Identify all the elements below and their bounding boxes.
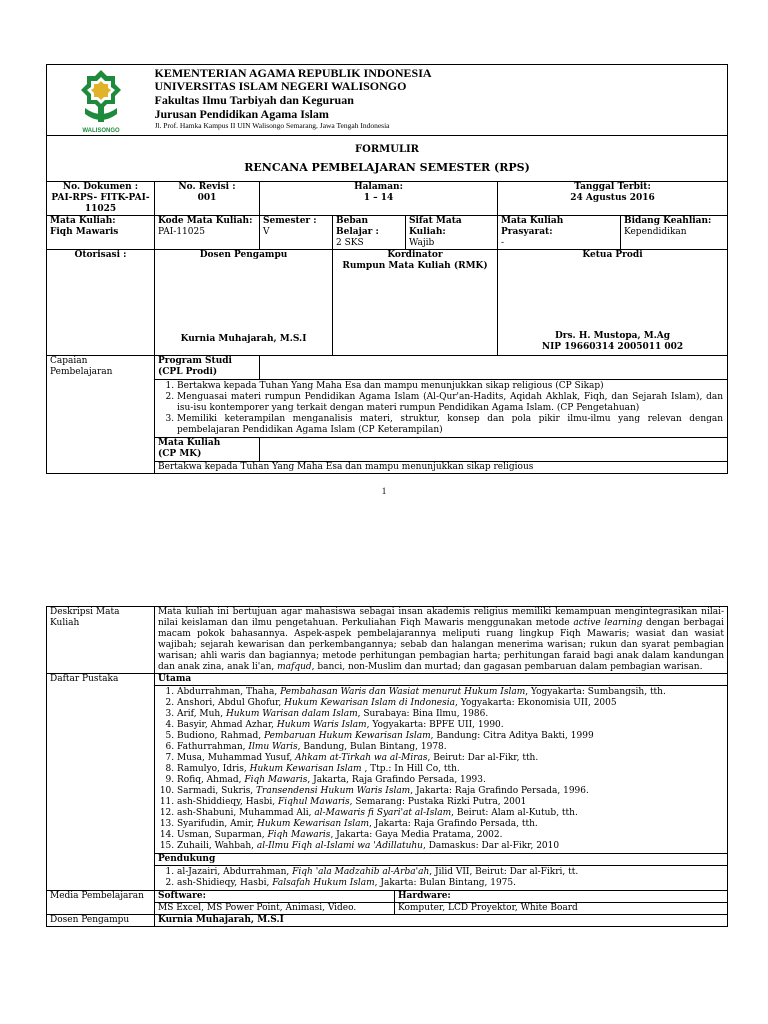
- reference-title: Hukum Kewarisan Islam: [249, 764, 362, 774]
- reference-item: [177, 731, 723, 742]
- reference-text: Syarifudin, Amir,: [177, 819, 258, 829]
- rps-page-1-table: [46, 64, 728, 474]
- reference-text: , Yogyakarta: BPFE UII, 1990.: [366, 720, 504, 730]
- expertise-field-label: Bidang Keahlian:: [624, 216, 712, 226]
- reference-text: , Damaskus: Dar al-Fikr, 2010: [422, 841, 560, 851]
- course-code-value: PAI-11025: [158, 227, 205, 237]
- reference-title: Fiqh 'ala Madzahib al-Arba'ah: [292, 867, 430, 877]
- revision-cell: [155, 182, 260, 216]
- head-nip: NIP 19660314 2005011 002: [541, 342, 684, 352]
- reference-text: Zuhaili, Wahbah,: [177, 841, 257, 851]
- program-outcomes-label-line1: Program Studi: [158, 356, 232, 366]
- department-name: Jurusan Pendidikan Agama Islam: [154, 107, 329, 121]
- reference-item: [177, 775, 723, 786]
- lecturer-row-label: Dosen Pengampu: [47, 915, 155, 927]
- lecturer-signature-name: Kurnia Muhajarah, M.S.I: [180, 334, 307, 344]
- reference-text: , Semarang: Pustaka Rizki Putra, 2001: [349, 797, 527, 807]
- address: Jl. Prof. Hamka Kampus II UIN Walisongo Semarang, Jawa Tengah Indonesia: [154, 121, 390, 130]
- list-item: 2. Menguasai materi rumpun Pendidikan Agama Islam (Al-Qur'an-Hadits, Aqidah Akhlak, Fiqh, dan Sejarah Islam), dan isu-isu kontemporer yang terkait dengan materi rumpun Pendidikan Agama Islam. (CP Pengetahuan): [177, 392, 723, 414]
- program-outcomes-label-line2: (CPL Prodi): [158, 367, 218, 377]
- reference-text: , Jilid VII, Beirut: Dar al-Fikri, tt.: [429, 867, 579, 877]
- form-title: RENCANA PEMBELAJARAN SEMESTER (RPS): [244, 160, 530, 174]
- course-nature-cell: [406, 216, 498, 250]
- references-support-label: Pendukung: [155, 854, 728, 866]
- software-value: MS Excel, MS Power Point, Animasi, Video.: [155, 903, 395, 915]
- course-nature-label: Sifat Mata Kuliah:: [409, 216, 462, 237]
- reference-text: , Beirut: Dar al-Fikr, tth.: [427, 753, 539, 763]
- reference-item: [177, 819, 723, 830]
- reference-title: Fiqh Mawaris: [244, 775, 308, 785]
- reference-text: Fathurrahman,: [177, 742, 249, 752]
- header-text-cell: [155, 65, 728, 136]
- program-outcomes-blank: [260, 356, 728, 380]
- study-load-cell: [333, 216, 406, 250]
- svg-text:WALISONGO: WALISONGO: [82, 128, 120, 134]
- reference-item: [177, 830, 723, 841]
- reference-item: [177, 720, 723, 731]
- media-label: Media Pembelajaran: [47, 891, 155, 915]
- reference-text: ash-Shidieqy, Hasbi,: [177, 878, 273, 888]
- faculty-name: Fakultas Ilmu Tarbiyah dan Keguruan: [154, 93, 354, 107]
- program-outcomes-label: [155, 356, 260, 380]
- course-outcomes-label: [155, 438, 260, 462]
- course-name-label: Mata Kuliah:: [50, 216, 116, 226]
- reference-item: [177, 764, 723, 775]
- authorization-label: Otorisasi :: [47, 250, 155, 356]
- head-name: Drs. H. Mustopa, M.Ag: [554, 331, 671, 341]
- prerequisite-label: Mata Kuliah Prasyarat:: [501, 216, 564, 237]
- prerequisite-cell: [498, 216, 621, 250]
- reference-item: [177, 878, 723, 889]
- reference-text: Anshori, Abdul Ghofur,: [177, 698, 285, 708]
- reference-text: , Bandung: Citra Aditya Bakti, 1999: [430, 731, 594, 741]
- coordinator-sublabel: Rumpun Mata Kuliah (RMK): [342, 261, 488, 271]
- references-main-list: [155, 686, 728, 854]
- reference-title: Hukum Warisan dalam Islam: [225, 709, 358, 719]
- prerequisite-value: -: [501, 238, 505, 248]
- expertise-field-cell: [621, 216, 728, 250]
- course-outcomes-label-line1: Mata Kuliah: [158, 438, 221, 448]
- reference-text: , Yogyakarta: Ekonomisia UII, 2005: [454, 698, 617, 708]
- outcomes-label: Capaian Pembelajaran: [47, 356, 155, 474]
- reference-title: Hukum Kewarisan Islam di Indonesia: [284, 698, 455, 708]
- reference-item: [177, 867, 723, 878]
- reference-item: [177, 797, 723, 808]
- reference-title: Ilmu Waris: [248, 742, 298, 752]
- lecturer-signature-label: Dosen Pengampu: [199, 250, 288, 260]
- reference-text: , Yogyakarta: Sumbangsih, tth.: [525, 687, 666, 697]
- reference-title: Hukum Waris Islam: [276, 720, 367, 730]
- reference-text: , Jakarta, Raja Grafindo Persada, 1993.: [307, 775, 486, 785]
- issue-date-cell: [498, 182, 728, 216]
- page-range-value: 1 – 14: [363, 193, 394, 203]
- head-signature-cell: [498, 250, 728, 356]
- lecturer-signature-cell: [155, 250, 333, 356]
- references-label: Daftar Pustaka: [47, 674, 155, 891]
- issue-date-label: Tanggal Terbit:: [574, 182, 651, 192]
- reference-title: Falsafah Hukum Islam: [272, 878, 375, 888]
- page-range-label: Halaman:: [354, 182, 403, 192]
- reference-text: , Bandung, Bulan Bintang, 1978.: [297, 742, 447, 752]
- rps-page-2-table: [46, 606, 728, 927]
- reference-text: Basyir, Ahmad Azhar,: [177, 720, 277, 730]
- reference-text: Musa, Muhammad Yusuf,: [177, 753, 296, 763]
- head-signature-block: [498, 331, 727, 353]
- semester-cell: [260, 216, 333, 250]
- course-nature-value: Wajib: [409, 238, 435, 248]
- description-text: [155, 607, 728, 674]
- logo-cell: [47, 65, 155, 136]
- page-number: 1: [381, 486, 387, 496]
- reference-text: Rofiq, Ahmad,: [177, 775, 245, 785]
- reference-title: Fiqhul Mawaris: [277, 797, 350, 807]
- coordinator-signature-cell: [333, 250, 498, 356]
- reference-text: , Surabaya: Bina Ilmu, 1986.: [357, 709, 489, 719]
- reference-item: [177, 698, 723, 709]
- reference-text: Abdurrahman, Thaha,: [177, 687, 281, 697]
- description-label: Deskripsi Mata Kuliah: [47, 607, 155, 674]
- hardware-label: Hardware:: [395, 891, 728, 903]
- ministry-name: KEMENTERIAN AGAMA REPUBLIK INDONESIA: [154, 66, 432, 80]
- issue-date-value: 24 Agustus 2016: [570, 193, 655, 203]
- list-item: 3. Memiliki keterampilan menganalisis materi, struktur, konsep dan pola pikir ilmu-ilmu yang relevan dengan pembelajaran Pendidikan Agama Islam (CP Keterampilan): [177, 414, 723, 436]
- course-name-cell: [47, 216, 155, 250]
- reference-title: Transendensi Hukum Waris Islam: [256, 786, 411, 796]
- hardware-value: Komputer, LCD Proyektor, White Board: [395, 903, 728, 915]
- semester-value: V: [263, 227, 270, 237]
- description-text-part: dengan berbagai macam pokok bahasannya. Aspek-aspek pembelajarannya meliputi ruang lingkup Fiqh Mawaris; wasiat dan wasiat wajibah; sejarah kewarisan dan perkembangannya; sebab dan halangan menerima warisan; rukun dan syarat pembagian warisan; ahli waris dan bagiannya; metode perhitungan pembagian harta; perhitungan faraid bagi anak dalam kandungan dan anak zina, anak li'an,: [158, 618, 724, 672]
- study-load-value: 2 SKS: [336, 238, 364, 248]
- reference-text: al-Jazairi, Abdurrahman,: [177, 867, 293, 877]
- revision-label: No. Revisi :: [178, 182, 236, 192]
- reference-title: al-Ilmu Fiqh al-Islami wa 'Adillatuhu: [256, 841, 423, 851]
- doc-number-label: No. Dokumen :: [62, 182, 139, 192]
- reference-item: [177, 786, 723, 797]
- course-code-cell: [155, 216, 260, 250]
- reference-item: [177, 687, 723, 698]
- reference-text: Usman, Suparman,: [177, 830, 268, 840]
- reference-item: [177, 742, 723, 753]
- reference-text: , Jakarta: Gaya Media Pratama, 2002.: [330, 830, 503, 840]
- course-name-value: Fiqh Mawaris: [50, 227, 119, 237]
- walisongo-logo-icon: [71, 68, 131, 134]
- course-outcome-text: Bertakwa kepada Tuhan Yang Maha Esa dan mampu menunjukkan sikap religious: [155, 462, 728, 474]
- form-label: FORMULIR: [355, 143, 419, 155]
- reference-title: Fiqh Mawaris: [267, 830, 331, 840]
- reference-title: Ahkam at-Tirkah wa al-Miras: [295, 753, 428, 763]
- course-outcomes-blank: [260, 438, 728, 462]
- reference-text: , Jakarta: Raja Grafindo Persada, 1996.: [410, 786, 589, 796]
- reference-item: [177, 709, 723, 720]
- description-text-part: , banci, non-Muslim dan murtad; dan gagasan pembaruan dalam pembagian warisan.: [311, 662, 703, 672]
- list-item: 1. Bertakwa kepada Tuhan Yang Maha Esa dan mampu menunjukkan sikap religious (CP Sikap): [177, 381, 723, 392]
- references-main-label: Utama: [155, 674, 728, 686]
- reference-text: Sarmadi, Sukris,: [177, 786, 257, 796]
- references-support-list: [155, 866, 728, 891]
- reference-text: Budiono, Rahmad,: [177, 731, 264, 741]
- reference-text: ash-Shabuni, Muhammad Ali,: [177, 808, 315, 818]
- reference-item: [177, 841, 723, 852]
- reference-item: [177, 753, 723, 764]
- reference-text: , Jakarta: Raja Grafindo Persada, tth.: [368, 819, 538, 829]
- reference-title: Hukum Kewarisan Islam: [257, 819, 369, 829]
- page-range-cell: [260, 182, 498, 216]
- head-signature-label: Ketua Prodi: [582, 250, 643, 260]
- study-load-label: Beban Belajar :: [336, 216, 379, 237]
- coordinator-label: Kordinator: [387, 250, 443, 260]
- reference-text: , Beirut: Alam al-Kutub, tth.: [451, 808, 578, 818]
- reference-title: Pembahasan Waris dan Wasiat menurut Hukum Islam: [280, 687, 526, 697]
- lecturer-row-value: Kurnia Muhajarah, M.S.I: [155, 915, 728, 927]
- course-outcomes-label-line2: (CP MK): [158, 449, 202, 459]
- reference-title: Pembaruan Hukum Kewarisan Islam: [263, 731, 431, 741]
- description-italic-term: active learning: [573, 618, 643, 628]
- reference-text: ash-Shiddieqy, Hasbi,: [177, 797, 278, 807]
- reference-title: al-Mawaris fi Syari'at al-Islam: [314, 808, 452, 818]
- reference-text: , Jakarta: Bulan Bintang, 1975.: [374, 878, 516, 888]
- expertise-field-value: Kependidikan: [624, 227, 687, 237]
- doc-number-value: PAI-RPS- FITK-PAI-11025: [51, 193, 150, 214]
- course-code-label: Kode Mata Kuliah:: [158, 216, 253, 226]
- software-label: Software:: [155, 891, 395, 903]
- program-outcomes-list: [155, 380, 728, 438]
- semester-label: Semester :: [263, 216, 317, 226]
- form-title-cell: [47, 136, 728, 182]
- description-italic-term: mafqud: [277, 662, 312, 672]
- reference-item: [177, 808, 723, 819]
- revision-value: 001: [197, 193, 217, 203]
- description-text-part: Mata kuliah ini bertujuan agar mahasiswa sebagai insan akademis religius memiliki kemampuan mengintegrasikan nilai-nilai keislaman dan ilmu pengetahuan. Perkuliahan Fiqh Mawaris menggunakan metode: [158, 607, 724, 628]
- reference-text: , Ttp.: In Hill Co, tth.: [361, 764, 460, 774]
- reference-text: Ramulyo, Idris,: [177, 764, 250, 774]
- university-name: UNIVERSITAS ISLAM NEGERI WALISONGO: [154, 79, 407, 93]
- reference-text: Arif, Muh,: [177, 709, 226, 719]
- doc-number-cell: [47, 182, 155, 216]
